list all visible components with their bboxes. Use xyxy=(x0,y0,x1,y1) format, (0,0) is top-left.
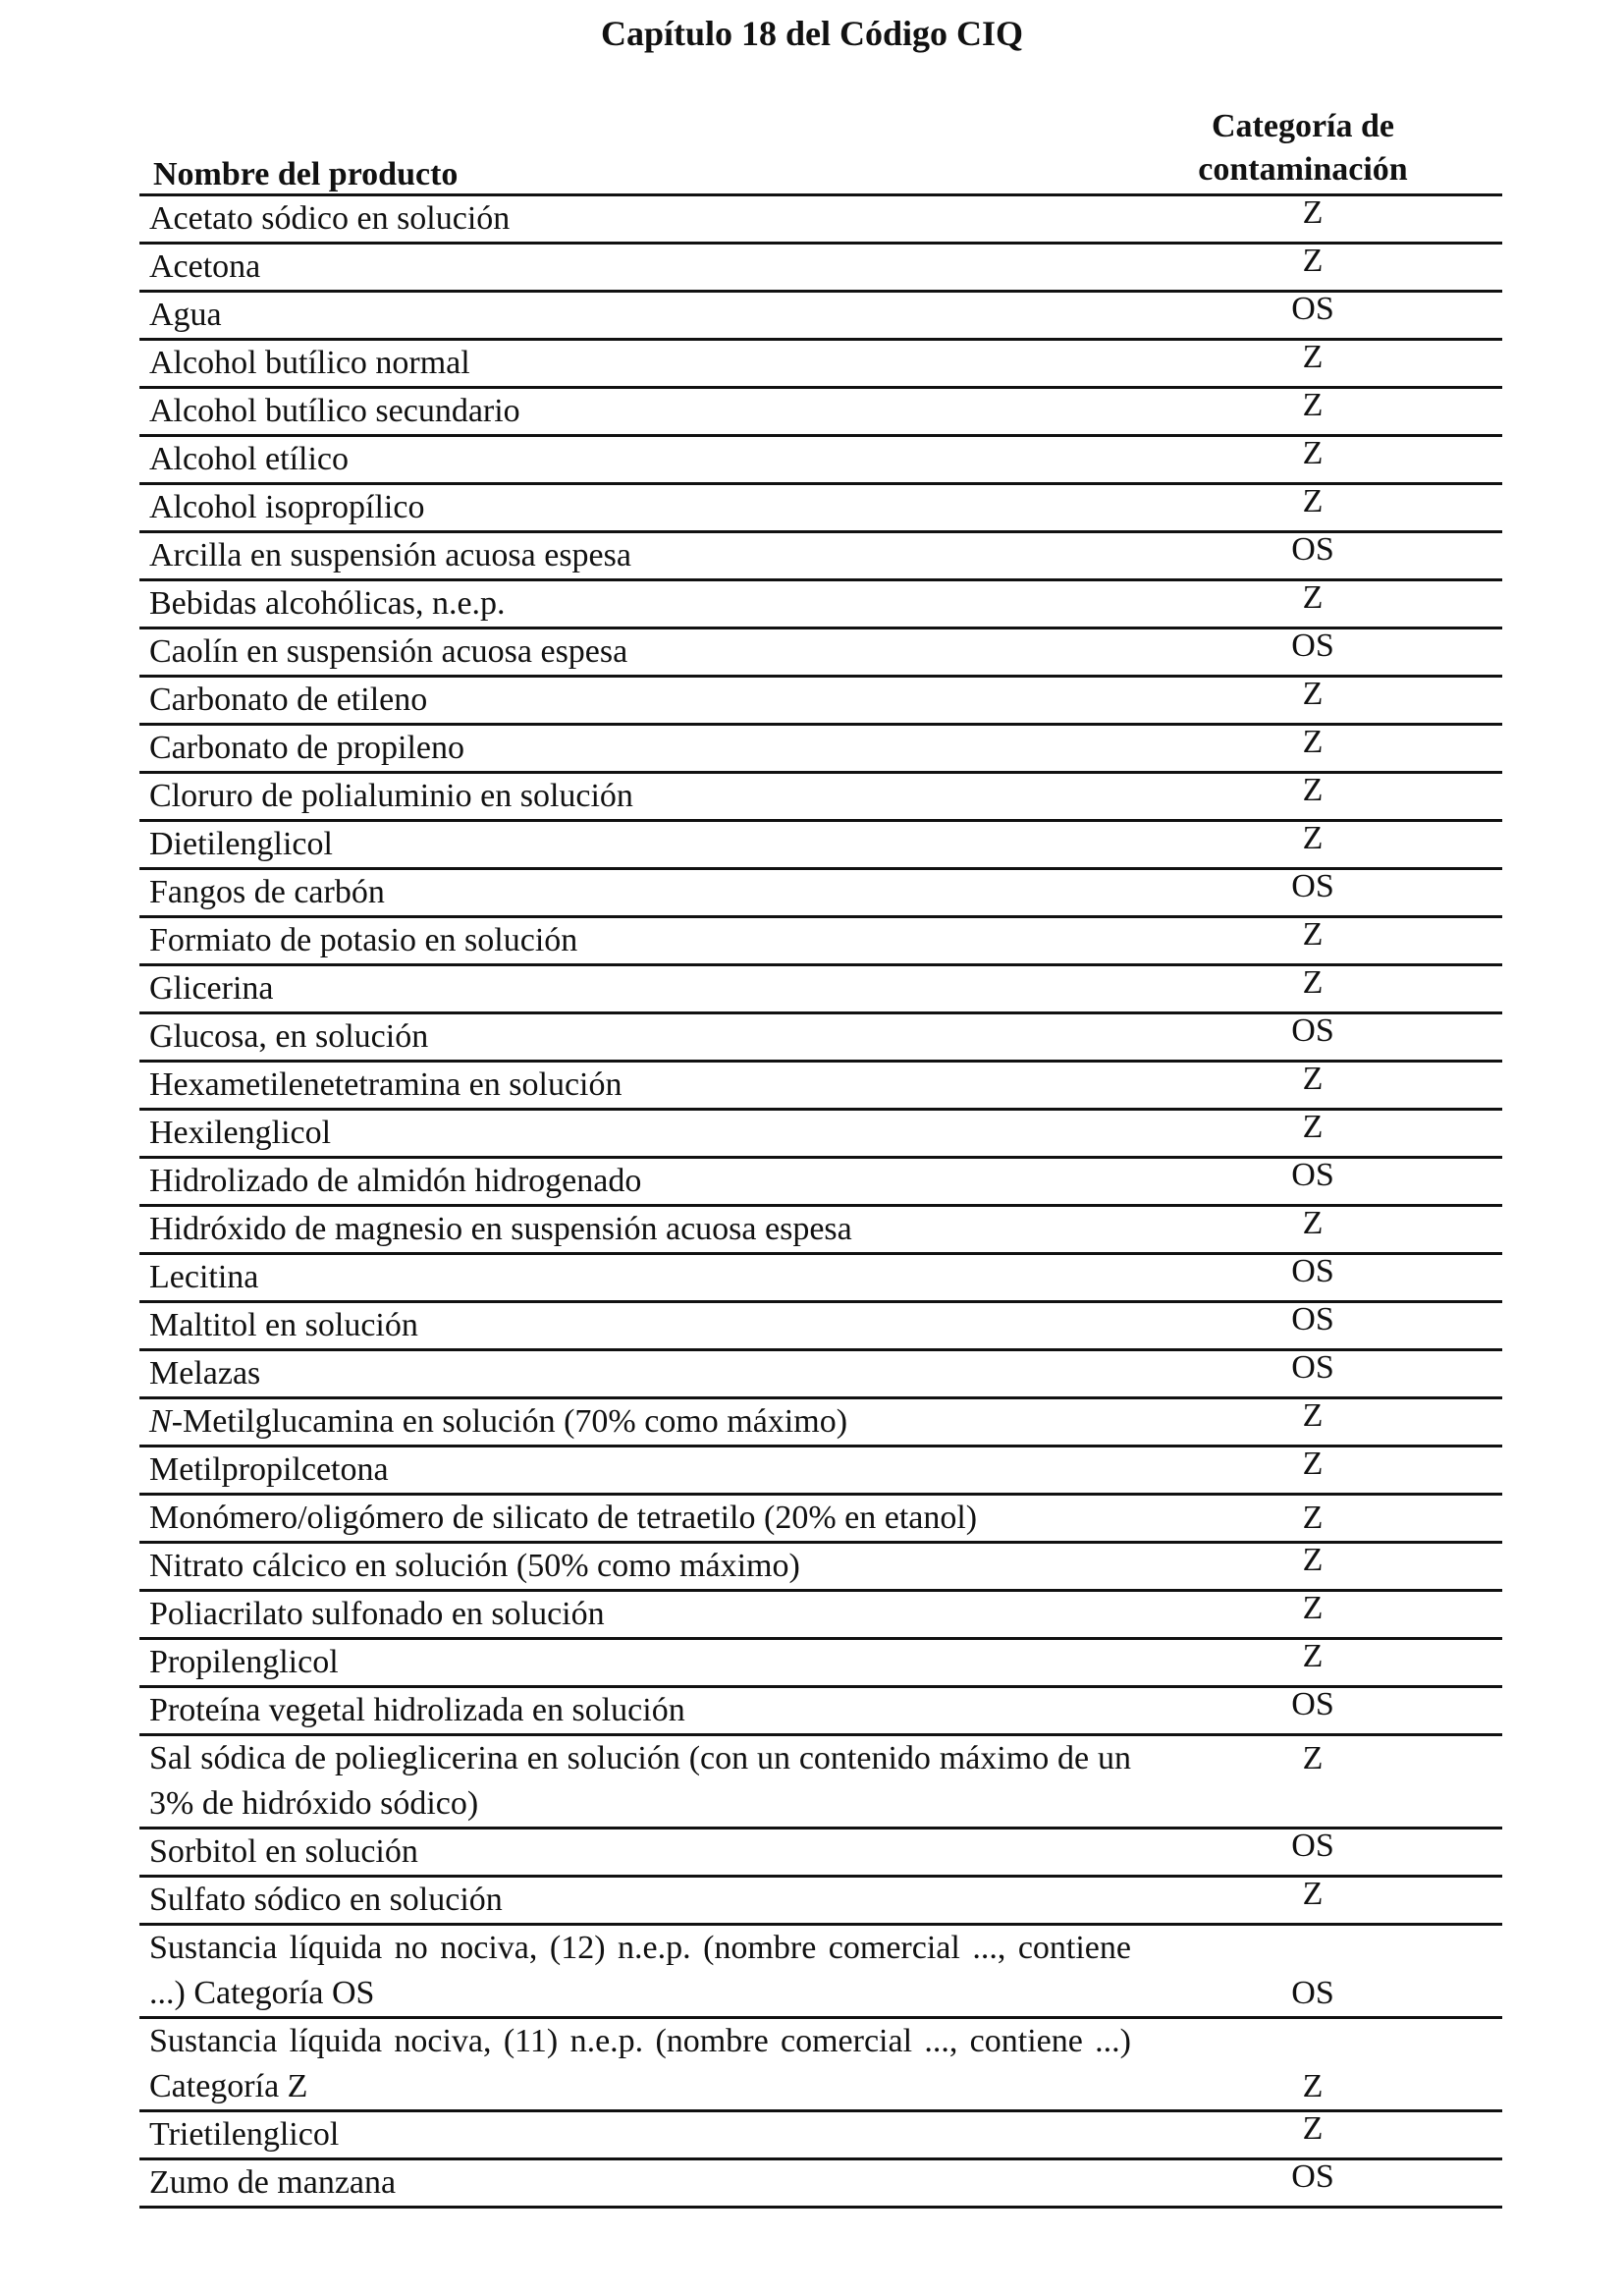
product-name: Metilpropilcetona xyxy=(149,1451,389,1488)
pollution-category: Z xyxy=(1302,339,1324,375)
pollution-category: OS xyxy=(1291,1253,1334,1289)
column-header-category: Categoría de contaminación xyxy=(1198,108,1408,188)
product-name: Arcilla en suspensión acuosa espesa xyxy=(149,537,631,573)
pollution-category: Z xyxy=(1302,1740,1324,1776)
product-name: Hidrolizado de almidón hidrogenado xyxy=(149,1163,642,1199)
product-name: Cloruro de polialuminio en solución xyxy=(149,778,633,814)
product-name: Sal sódica de polieglicerina en solución (con un contenido máximo de un 3% de hidróxido sódico) xyxy=(149,1740,1131,1822)
table-row xyxy=(139,341,1502,389)
table-row xyxy=(139,1111,1502,1159)
table-row xyxy=(139,1399,1502,1447)
table-row xyxy=(139,1063,1502,1111)
table-row xyxy=(139,1829,1502,1878)
product-name: Carbonato de propileno xyxy=(149,730,465,766)
product-name: Poliacrilato sulfonado en solución xyxy=(149,1596,605,1632)
table-row xyxy=(139,1351,1502,1399)
table-row xyxy=(139,2112,1502,2160)
product-name: Glucosa, en solución xyxy=(149,1018,429,1055)
product-name: Hexametilenetetramina en solución xyxy=(149,1066,623,1103)
table-row xyxy=(139,2160,1502,2209)
product-name: Hidróxido de magnesio en suspensión acuosa espesa xyxy=(149,1211,852,1247)
table-row xyxy=(139,774,1502,822)
pollution-category: Z xyxy=(1302,1500,1324,1536)
table-row xyxy=(139,1447,1502,1496)
table-row xyxy=(139,1014,1502,1063)
table-row xyxy=(139,1207,1502,1255)
table-row xyxy=(139,437,1502,485)
product-name: Alcohol etílico xyxy=(149,441,350,477)
pollution-category: Z xyxy=(1302,1638,1324,1674)
pollution-category: Z xyxy=(1302,1446,1324,1482)
pollution-category: Z xyxy=(1302,2068,1324,2104)
product-name: Alcohol butílico normal xyxy=(149,345,470,381)
pollution-category: OS xyxy=(1291,1349,1334,1386)
table-row xyxy=(139,1640,1502,1688)
pollution-category: OS xyxy=(1291,868,1334,904)
products-table xyxy=(139,103,1502,2209)
pollution-category: Z xyxy=(1302,194,1324,231)
product-name: Zumo de manzana xyxy=(149,2164,397,2201)
pollution-category: OS xyxy=(1291,1975,1334,2011)
product-name: Sorbitol en solución xyxy=(149,1833,418,1870)
pollution-category: Z xyxy=(1302,724,1324,760)
table-row xyxy=(139,1303,1502,1351)
pollution-category: Z xyxy=(1302,2110,1324,2147)
pollution-category: Z xyxy=(1302,964,1324,1001)
table-row xyxy=(139,1688,1502,1736)
pollution-category: OS xyxy=(1291,1157,1334,1193)
table-row xyxy=(139,485,1502,533)
table-row xyxy=(139,533,1502,581)
pollution-category: Z xyxy=(1302,1109,1324,1145)
table-row xyxy=(139,1496,1502,1544)
pollution-category: Z xyxy=(1302,387,1324,423)
table-row xyxy=(139,245,1502,293)
page-title: Capítulo 18 del Código CIQ xyxy=(600,14,1024,53)
table-row xyxy=(139,1878,1502,1926)
pollution-category: Z xyxy=(1302,579,1324,616)
table-row xyxy=(139,196,1502,245)
pollution-category: Z xyxy=(1302,820,1324,856)
pollution-category: OS xyxy=(1291,531,1334,568)
table-row xyxy=(139,1926,1502,2019)
column-header-name: Nombre del producto xyxy=(153,156,459,192)
pollution-category: Z xyxy=(1302,1061,1324,1097)
product-name: Propilenglicol xyxy=(149,1644,339,1680)
product-name: Proteína vegetal hidrolizada en solución xyxy=(149,1692,685,1728)
product-name: Glicerina xyxy=(149,970,274,1007)
product-name: Sustancia líquida no nociva, (12) n.e.p. (nombre comercial ..., contiene ...) Categoría OS xyxy=(149,1930,1131,2011)
product-name: Agua xyxy=(149,297,222,333)
pollution-category: Z xyxy=(1302,483,1324,519)
product-name: Formiato de potasio en solución xyxy=(149,922,578,958)
table-row xyxy=(139,966,1502,1014)
table-row xyxy=(139,678,1502,726)
table-row xyxy=(139,918,1502,966)
table-row xyxy=(139,581,1502,629)
table-row xyxy=(139,293,1502,341)
product-name: Sulfato sódico en solución xyxy=(149,1882,503,1918)
pollution-category: OS xyxy=(1291,1012,1334,1049)
pollution-category: Z xyxy=(1302,1590,1324,1626)
table-body xyxy=(139,196,1502,2209)
product-name: Fangos de carbón xyxy=(149,874,385,910)
table-row xyxy=(139,1255,1502,1303)
pollution-category: OS xyxy=(1291,291,1334,327)
pollution-category: Z xyxy=(1302,435,1324,471)
pollution-category: Z xyxy=(1302,243,1324,279)
product-name: Dietilenglicol xyxy=(149,826,333,862)
table-row xyxy=(139,1592,1502,1640)
table-row xyxy=(139,2019,1502,2112)
product-name: Acetato sódico en solución xyxy=(149,200,511,237)
product-name: Carbonato de etileno xyxy=(149,682,428,718)
pollution-category: OS xyxy=(1291,2158,1334,2195)
pollution-category: Z xyxy=(1302,772,1324,808)
product-name: Maltitol en solución xyxy=(149,1307,418,1343)
table-row xyxy=(139,1159,1502,1207)
pollution-category: Z xyxy=(1302,1397,1324,1434)
table-header xyxy=(139,103,1502,196)
product-name: N-Metilglucamina en solución (70% como máximo) xyxy=(149,1403,848,1440)
pollution-category: OS xyxy=(1291,1828,1334,1864)
product-name: Trietilenglicol xyxy=(149,2116,340,2153)
pollution-category: OS xyxy=(1291,1301,1334,1338)
pollution-category: OS xyxy=(1291,1686,1334,1722)
product-name: Alcohol isopropílico xyxy=(149,489,425,525)
product-name: Monómero/oligómero de silicato de tetraetilo (20% en etanol) xyxy=(149,1500,978,1536)
product-name: Hexilenglicol xyxy=(149,1115,332,1151)
pollution-category: Z xyxy=(1302,676,1324,712)
product-name: Sustancia líquida nociva, (11) n.e.p. (nombre comercial ..., contiene ...) Categoría Z xyxy=(149,2023,1131,2104)
pollution-category: Z xyxy=(1302,1205,1324,1241)
pollution-category: OS xyxy=(1291,628,1334,664)
product-name: Lecitina xyxy=(149,1259,259,1295)
product-name: Alcohol butílico secundario xyxy=(149,393,520,429)
product-name: Nitrato cálcico en solución (50% como máximo) xyxy=(149,1548,800,1584)
table-row xyxy=(139,1544,1502,1592)
table-row xyxy=(139,870,1502,918)
table-row xyxy=(139,389,1502,437)
table-row xyxy=(139,822,1502,870)
pollution-category: Z xyxy=(1302,916,1324,953)
product-name: Acetona xyxy=(149,248,261,285)
table-row xyxy=(139,1736,1502,1829)
product-name: Caolín en suspensión acuosa espesa xyxy=(149,633,628,670)
product-name: Bebidas alcohólicas, n.e.p. xyxy=(149,585,506,622)
pollution-category: Z xyxy=(1302,1542,1324,1578)
product-name: Melazas xyxy=(149,1355,261,1392)
pollution-category: Z xyxy=(1302,1876,1324,1912)
table-row xyxy=(139,726,1502,774)
table-row xyxy=(139,629,1502,678)
